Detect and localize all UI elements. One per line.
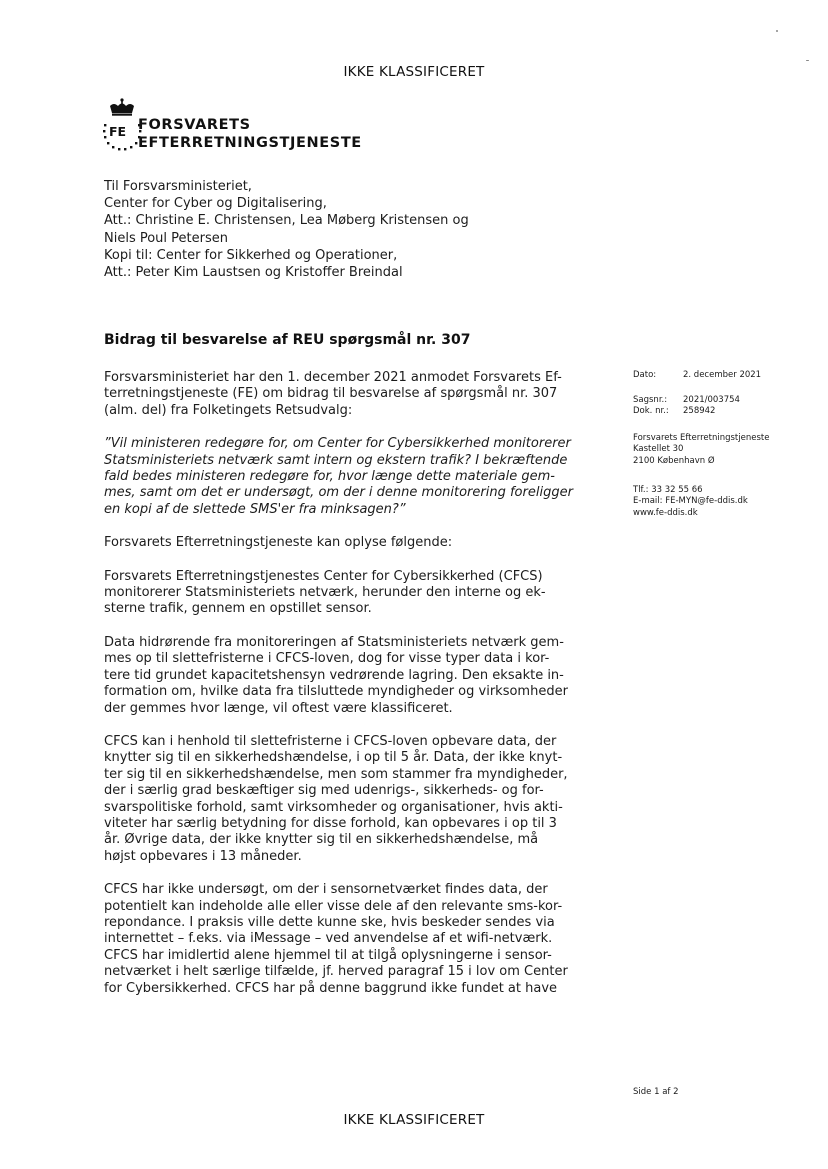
text-line: monitorerer Statsministeriets netværk, herunder den interne og ek-	[104, 585, 546, 601]
sidebar-address	[633, 433, 769, 467]
doc-number-label: Dok. nr.:	[633, 406, 669, 417]
paragraph-deletion-deadlines	[104, 734, 594, 865]
paragraph-request	[104, 370, 594, 419]
organization-name	[138, 116, 362, 152]
text-line: der gemmes hvor længe, vil oftest være klassificeret.	[104, 700, 453, 716]
case-number-label: Sagsnr.:	[633, 395, 668, 405]
text-line: terretningstjeneste (FE) om bidrag til besvarelse af spørgsmål nr. 307	[104, 386, 558, 402]
addressee-line: Center for Cyber og Digitalisering,	[104, 196, 327, 212]
text-line: ”Vil ministeren redegøre for, om Center for Cybersikkerhed monitorerer	[104, 436, 571, 452]
paragraph-data-retention	[104, 635, 594, 717]
website: www.fe-ddis.dk	[633, 507, 698, 518]
text-line: viteter har særlig betydning for disse forhold, kan opbevares i op til 3	[104, 815, 557, 831]
text-line: tere tid grundet kapacitetshensyn vedrørende lagring. Den eksakte in-	[104, 667, 564, 683]
paragraph-sms-investigation	[104, 882, 594, 997]
logo-line-2: EFTERRETNINGSTJENESTE	[138, 135, 362, 151]
street-address: Kastellet 30	[633, 444, 684, 455]
text-line: potentielt kan indeholde alle eller visse dele af den relevante sms-kor-	[104, 898, 563, 914]
paragraph-intro	[104, 535, 594, 551]
text-line: Statsministeriets netværk samt intern og ekstern trafik? I bekræftende	[104, 452, 568, 468]
org-name: Forsvarets Efterretningstjeneste	[633, 433, 770, 443]
page-number: Side 1 af 2	[633, 1087, 679, 1097]
addressee-line: Att.: Christine E. Christensen, Lea Møberg Kristensen og	[104, 213, 469, 229]
text-line: fald bedes ministeren redegøre for, hvor længe dette materiale gem-	[104, 469, 555, 485]
paragraph-question-quote	[104, 436, 594, 518]
text-line: Forsvarets Efterretningstjenestes Center for Cybersikkerhed (CFCS)	[104, 568, 543, 584]
text-line: mes op til slettefristerne i CFCS-loven, dog for visse typer data i kor-	[104, 651, 550, 667]
text-line: knytter sig til en sikkerhedshændelse, i op til 5 år. Data, der ikke knyt-	[104, 750, 563, 766]
text-line: ter sig til en sikkerhedshændelse, men som stammer fra myndigheder,	[104, 766, 568, 782]
city-address: 2100 København Ø	[633, 455, 715, 466]
text-line: der i særlig grad beskæftiger sig med udenrigs-, sikkerheds- og for-	[104, 783, 544, 799]
text-line: for Cybersikkerhed. CFCS har på denne baggrund ikke fundet at have	[104, 980, 558, 996]
text-line: Forsvarets Efterretningstjeneste kan oplyse følgende:	[104, 535, 453, 551]
document-body	[104, 370, 594, 1014]
case-number-value: 2021/003754	[683, 395, 740, 405]
text-line: år. Øvrige data, der ikke knytter sig til en sikkerhedshændelse, må	[104, 832, 539, 848]
sidebar-date-row	[633, 370, 761, 381]
text-line: CFCS kan i henhold til slettefristerne i CFCS-loven opbevare data, der	[104, 733, 557, 749]
addressee-line: Att.: Peter Kim Laustsen og Kristoffer Breindal	[104, 265, 403, 281]
text-line: CFCS har ikke undersøgt, om der i sensornetværket findes data, der	[104, 882, 548, 898]
scan-speck	[776, 30, 778, 32]
phone-number: Tlf.: 33 32 55 66	[633, 485, 703, 495]
text-line: højst opbevares i 13 måneder.	[104, 848, 302, 864]
text-line: svarspolitiske forhold, samt virksomheder og organisationer, hvis akti-	[104, 799, 563, 815]
text-line: netværket i helt særlige tilfælde, jf. herved paragraf 15 i lov om Center	[104, 964, 568, 980]
fe-badge: FE	[109, 124, 127, 139]
text-line: mes, samt om det er undersøgt, om der i denne monitorering foreligger	[104, 485, 573, 501]
scan-speck	[806, 60, 809, 61]
addressee-block	[104, 178, 469, 281]
addressee-line: Niels Poul Petersen	[104, 230, 228, 246]
date-label: Dato:	[633, 370, 657, 380]
text-line: repondance. I praksis ville dette kunne ske, hvis beskeder sendes via	[104, 914, 555, 930]
text-line: (alm. del) fra Folketingets Retsudvalg:	[104, 402, 353, 418]
text-line: Forsvarsministeriet har den 1. december 2021 anmodet Forsvarets Ef-	[104, 370, 562, 385]
text-line: Data hidrørende fra monitoreringen af Statsministeriets netværk gem-	[104, 634, 564, 650]
date-value: 2. december 2021	[683, 370, 762, 380]
document-heading: Bidrag til besvarelse af REU spørgsmål nr. 307	[104, 332, 471, 348]
text-line: en kopi af de slettede SMS'er fra minksagen?”	[104, 501, 406, 517]
addressee-line: Til Forsvarsministeriet,	[104, 179, 252, 194]
text-line: formation om, hvilke data fra tilsluttede myndigheder og virksomheder	[104, 684, 568, 700]
logo-line-1: FORSVARETS	[138, 117, 251, 133]
paragraph-cfcs-monitoring	[104, 569, 594, 618]
sidebar-contact	[633, 485, 748, 519]
text-line: CFCS har imidlertid alene hjemmel til at tilgå oplysningerne i sensor-	[104, 947, 552, 963]
classification-bottom: IKKE KLASSIFICERET	[343, 1112, 485, 1128]
email-address: E-mail: FE-MYN@fe-ddis.dk	[633, 496, 748, 507]
text-line: sterne trafik, gennem en opstillet sensor.	[104, 601, 372, 617]
addressee-line: Kopi til: Center for Sikkerhed og Operationer,	[104, 247, 398, 263]
classification-top: IKKE KLASSIFICERET	[343, 64, 485, 80]
sidebar-case-numbers	[633, 395, 740, 418]
text-line: internettet – f.eks. via iMessage – ved anvendelse af et wifi-netværk.	[104, 931, 553, 947]
doc-number-value: 258942	[683, 406, 716, 417]
